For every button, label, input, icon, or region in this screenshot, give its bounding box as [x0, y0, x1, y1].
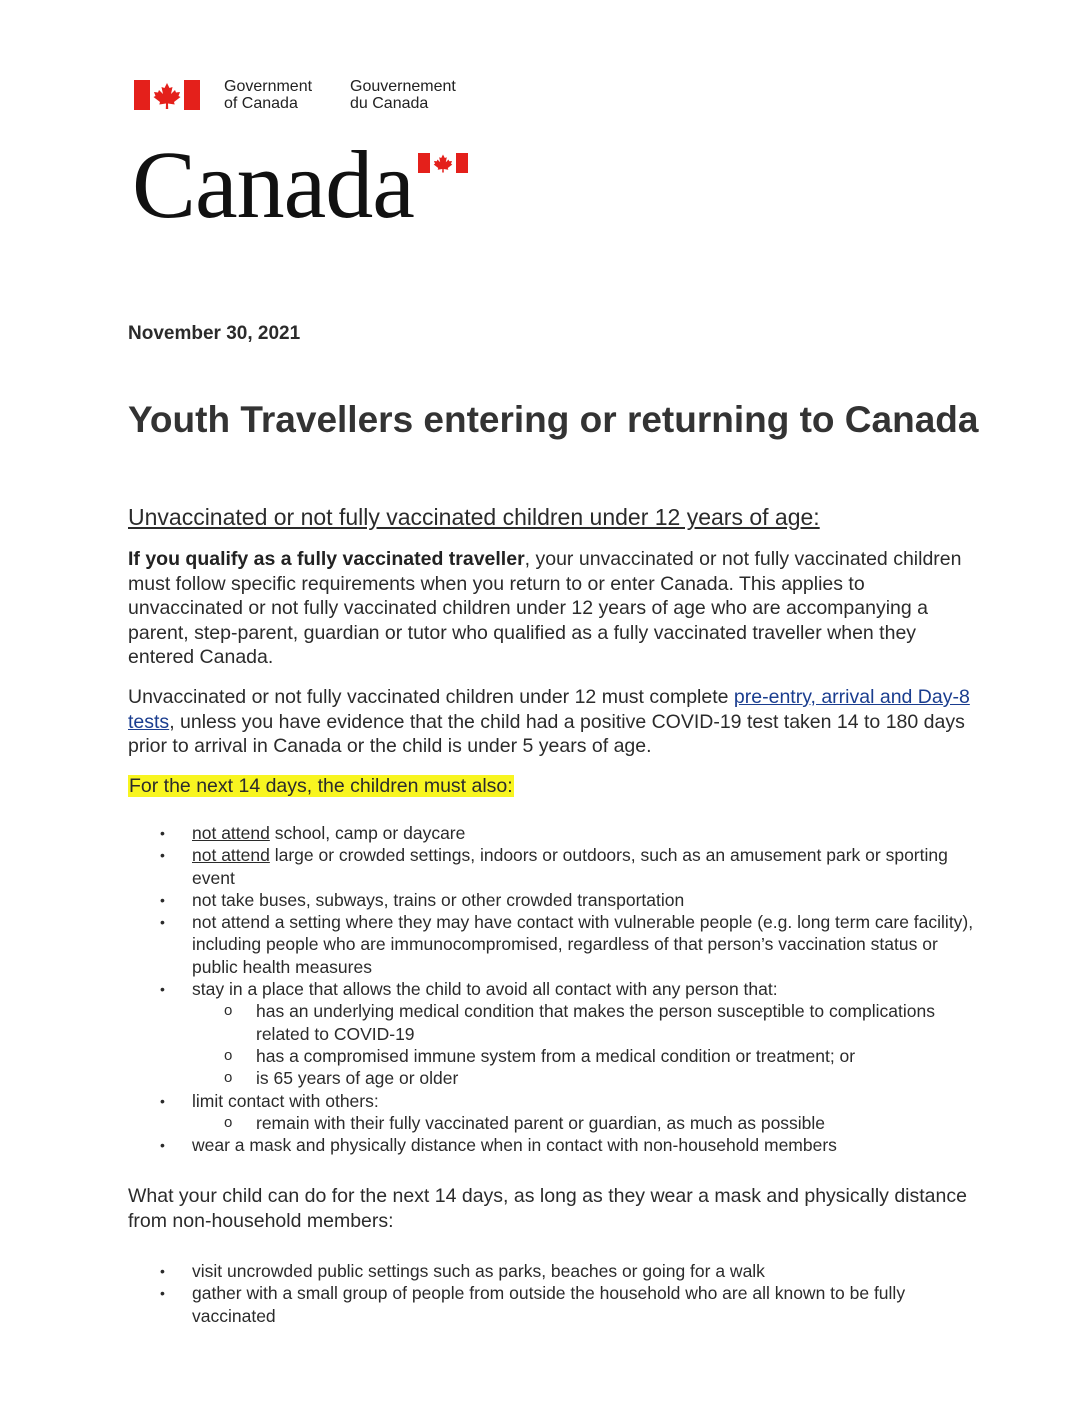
page-title: Youth Travellers entering or returning to Canada [128, 399, 979, 440]
intro-paragraph: If you qualify as a fully vaccinated traveller, your unvaccinated or not fully vaccinated children must follow specific requirements when you return to or enter Canada. This applies to unvaccinated or not fully vaccinated children under 12 years of age who are accompanying a parent, step-parent, guardian or tutor who qualified as a fully vaccinated traveller when they entered Canada. [128, 548, 962, 669]
section-subtitle: Unvaccinated or not fully vaccinated children under 12 years of age: [128, 504, 820, 530]
bullet-icon: • [160, 1263, 165, 1279]
bullet-icon: • [160, 1092, 165, 1109]
circle-bullet-icon: o [224, 1113, 233, 1131]
sub-list-item: o has an underlying medical condition that makes the person susceptible to complications related to COVID-19 [224, 1001, 935, 1044]
bullet-icon: • [160, 825, 165, 841]
bullet-icon: • [160, 847, 165, 864]
bullet-icon: • [160, 891, 165, 908]
allowed-activities-paragraph: What your child can do for the next 14 days, as long as they wear a mask and physically distance from non-household members: [128, 1185, 967, 1232]
wordmark-flag-icon [418, 153, 468, 173]
document-date: November 30, 2021 [128, 323, 301, 344]
allowed-activities-list [128, 1260, 978, 1327]
list-item: • visit uncrowded public settings such as parks, beaches or going for a walk [160, 1261, 765, 1281]
list-item: • not take buses, subways, trains or other crowded transportation [160, 889, 685, 910]
signature-french: Gouvernement du Canada [350, 78, 456, 112]
wordmark-text: Canada [132, 131, 414, 238]
sub-list-item: o is 65 years of age or older [224, 1068, 459, 1089]
sub-list-item: o has a compromised immune system from a medical condition or treatment; or [224, 1045, 856, 1066]
canada-wordmark [132, 131, 477, 238]
list-item: • wear a mask and physically distance when in contact with non-household members [160, 1135, 837, 1156]
signature-english: Government of Canada [224, 78, 313, 112]
list-item: • not attend school, camp or daycare [160, 823, 466, 843]
list-item: • stay in a place that allows the child to avoid all contact with any person that: [160, 979, 778, 1000]
intro-bold-lead: If you qualify as a fully vaccinated traveller [128, 548, 525, 570]
circle-bullet-icon: o [224, 1069, 233, 1087]
list-item: • limit contact with others: [160, 1090, 379, 1111]
highlighted-heading: For the next 14 days, the children must also: [129, 775, 513, 797]
bullet-icon: • [160, 1137, 165, 1154]
circle-bullet-icon: o [224, 1046, 233, 1064]
list-item: • not attend large or crowded settings, indoors or outdoors, such as an amusement park or sporting event [160, 845, 948, 888]
tests-link[interactable]: pre-entry, arrival and Day-8 tests [128, 686, 970, 733]
sub-list-item: o remain with their fully vaccinated parent or guardian, as much as possible [224, 1112, 826, 1133]
bullet-icon: • [160, 1285, 165, 1302]
requirements-list [128, 822, 978, 1156]
canada-flag-icon [134, 80, 200, 110]
bullet-icon: • [160, 914, 165, 931]
circle-bullet-icon: o [224, 1002, 233, 1020]
bullet-icon: • [160, 981, 165, 998]
testing-paragraph: Unvaccinated or not fully vaccinated children under 12 must complete pre-entry, arrival and Day-8 tests, unless you have evidence that the child had a positive COVID-19 test taken 14 to 180 days prior to arrival in Canada or the child is under 5 years of age. [128, 686, 970, 758]
list-item: • gather with a small group of people from outside the household who are all known to be fully vaccinated [160, 1283, 906, 1326]
list-item: • not attend a setting where they may have contact with vulnerable people (e.g. long term care facility), including people who are immunocompromised, regardless of that person’s vaccination status or public health measures [160, 912, 974, 977]
